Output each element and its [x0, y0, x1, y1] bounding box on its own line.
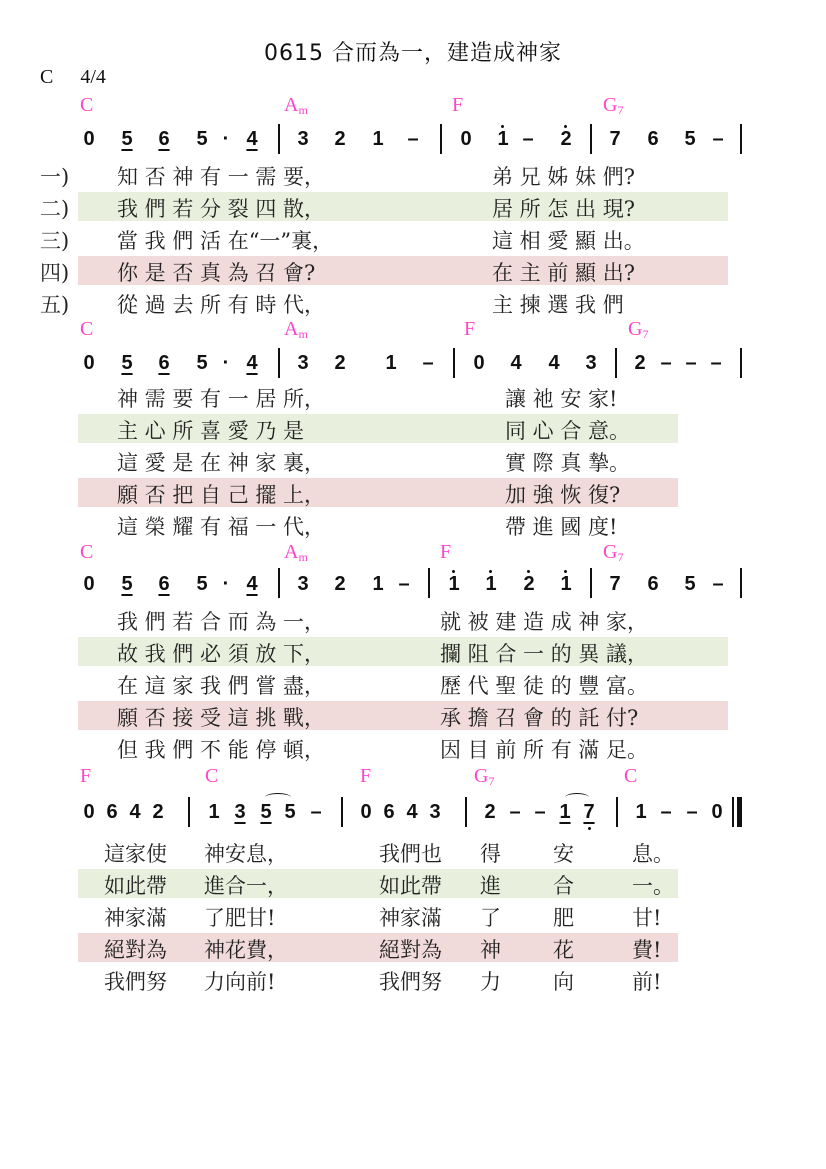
lyric-word: 安 — [553, 842, 574, 866]
chord: C — [205, 765, 219, 787]
lyric-line: 我們努 — [104, 970, 167, 994]
lyric-word: 費! — [632, 938, 662, 962]
chord: $A_m$ — [284, 541, 308, 564]
chord: $G_7$ — [603, 94, 624, 117]
chord: $G_7$ — [474, 765, 495, 788]
lyric-line: 在 主 前 顯 出? — [492, 261, 635, 285]
lyric-line: 讓 祂 安 家! — [505, 387, 618, 411]
lyric-line: 知 否 神 有 一 需 要， — [117, 165, 326, 189]
lyric-line: 同 心 合 意。 — [505, 419, 631, 443]
lyric-line: 居 所 怎 出 現? — [492, 197, 635, 221]
chord: $G_7$ — [628, 318, 649, 341]
lyric-line: 主 心 所 喜 愛 乃 是 — [117, 419, 305, 443]
lyric-line: 如此帶 — [104, 874, 167, 898]
lyric-line: 我們努 — [379, 970, 442, 994]
lyric-line: 承 擔 召 會 的 託 付? — [440, 706, 639, 730]
verse-label: 一) — [40, 165, 70, 189]
lyric-line: 在 這 家 我 們 嘗 盡， — [117, 674, 326, 698]
lyric-line: 主 揀 選 我 們 — [492, 293, 624, 317]
verse-label: 五) — [40, 293, 70, 317]
lyric-line: 這家使 — [104, 842, 167, 866]
lyric-line: 神家滿 — [379, 906, 442, 930]
key-signature — [40, 66, 106, 89]
lyric-line: 神花費， — [204, 938, 288, 962]
lyric-line: 但 我 們 不 能 停 頓， — [117, 738, 326, 762]
lyric-line: 了肥甘! — [204, 906, 276, 930]
verse-label: 二) — [40, 197, 70, 221]
lyric-line: 帶 進 國 度! — [505, 515, 618, 539]
chord: C — [80, 318, 94, 340]
lyric-word: 合 — [553, 874, 574, 898]
lyric-word: 力 — [480, 970, 501, 994]
lyric-line: 如此帶 — [379, 874, 442, 898]
lyric-word: 了 — [480, 906, 501, 930]
lyric-line: 絕對為 — [104, 938, 167, 962]
lyric-line: 從 過 去 所 有 時 代， — [117, 293, 326, 317]
lyric-line: 當 我 們 活 在“一”裏， — [117, 229, 334, 253]
lyric-line: 實 際 真 摯。 — [505, 451, 631, 475]
chord: F — [360, 765, 372, 787]
lyric-word: 進 — [480, 874, 501, 898]
chord: F — [464, 318, 476, 340]
song-title: 0615 合而為一，建造成神家 — [264, 41, 562, 66]
chord: $G_7$ — [603, 541, 624, 564]
lyric-line: 加 強 恢 復? — [505, 483, 621, 507]
lyric-word: 神 — [480, 938, 501, 962]
lyric-line: 我們也 — [379, 842, 442, 866]
chord: C — [80, 541, 94, 563]
lyric-line: 願 否 把 自 己 擺 上， — [117, 483, 326, 507]
lyric-line: 願 否 接 受 這 挑 戰， — [117, 706, 326, 730]
lyric-word: 前! — [632, 970, 662, 994]
chord: F — [80, 765, 92, 787]
lyric-word: 甘! — [632, 906, 662, 930]
lyric-word: 肥 — [553, 906, 574, 930]
lyric-word: 向 — [553, 970, 574, 994]
lyric-line: 這 愛 是 在 神 家 裏， — [117, 451, 326, 475]
chord: C — [624, 765, 638, 787]
lyric-line: 故 我 們 必 須 放 下， — [117, 642, 326, 666]
lyric-line: 歷 代 聖 徒 的 豐 富。 — [440, 674, 649, 698]
verse-label: 四) — [40, 261, 70, 285]
time-signature: 4/4 — [80, 66, 106, 88]
lyric-line: 神 需 要 有 一 居 所， — [117, 387, 326, 411]
lyric-line: 進合一， — [204, 874, 288, 898]
lyric-word: 得 — [480, 842, 501, 866]
key: C — [40, 66, 54, 88]
lyric-line: 因 目 前 所 有 滿 足。 — [440, 738, 649, 762]
chord: F — [440, 541, 452, 563]
lyric-word: 一。 — [632, 874, 674, 898]
lyric-line: 攔 阻 合 一 的 異 議， — [440, 642, 649, 666]
lyric-line: 這 榮 耀 有 福 一 代， — [117, 515, 326, 539]
lyric-word: 息。 — [632, 842, 674, 866]
chord: C — [80, 94, 94, 116]
lyric-line: 神家滿 — [104, 906, 167, 930]
lyric-line: 你 是 否 真 為 召 會? — [117, 261, 316, 285]
lyric-word: 花 — [553, 938, 574, 962]
lyric-line: 弟 兄 姊 妹 們? — [492, 165, 635, 189]
verse-label: 三) — [40, 229, 70, 253]
lyric-line: 絕對為 — [379, 938, 442, 962]
lyric-line: 就 被 建 造 成 神 家， — [440, 610, 649, 634]
lyric-line: 這 相 愛 顯 出。 — [492, 229, 645, 253]
chord: $A_m$ — [284, 318, 308, 341]
chord: $A_m$ — [284, 94, 308, 117]
chord: F — [452, 94, 464, 116]
lyric-line: 我 們 若 合 而 為 一， — [117, 610, 326, 634]
lyric-line: 我 們 若 分 裂 四 散， — [117, 197, 326, 221]
lyric-line: 神安息， — [204, 842, 288, 866]
lyric-line: 力向前! — [204, 970, 276, 994]
